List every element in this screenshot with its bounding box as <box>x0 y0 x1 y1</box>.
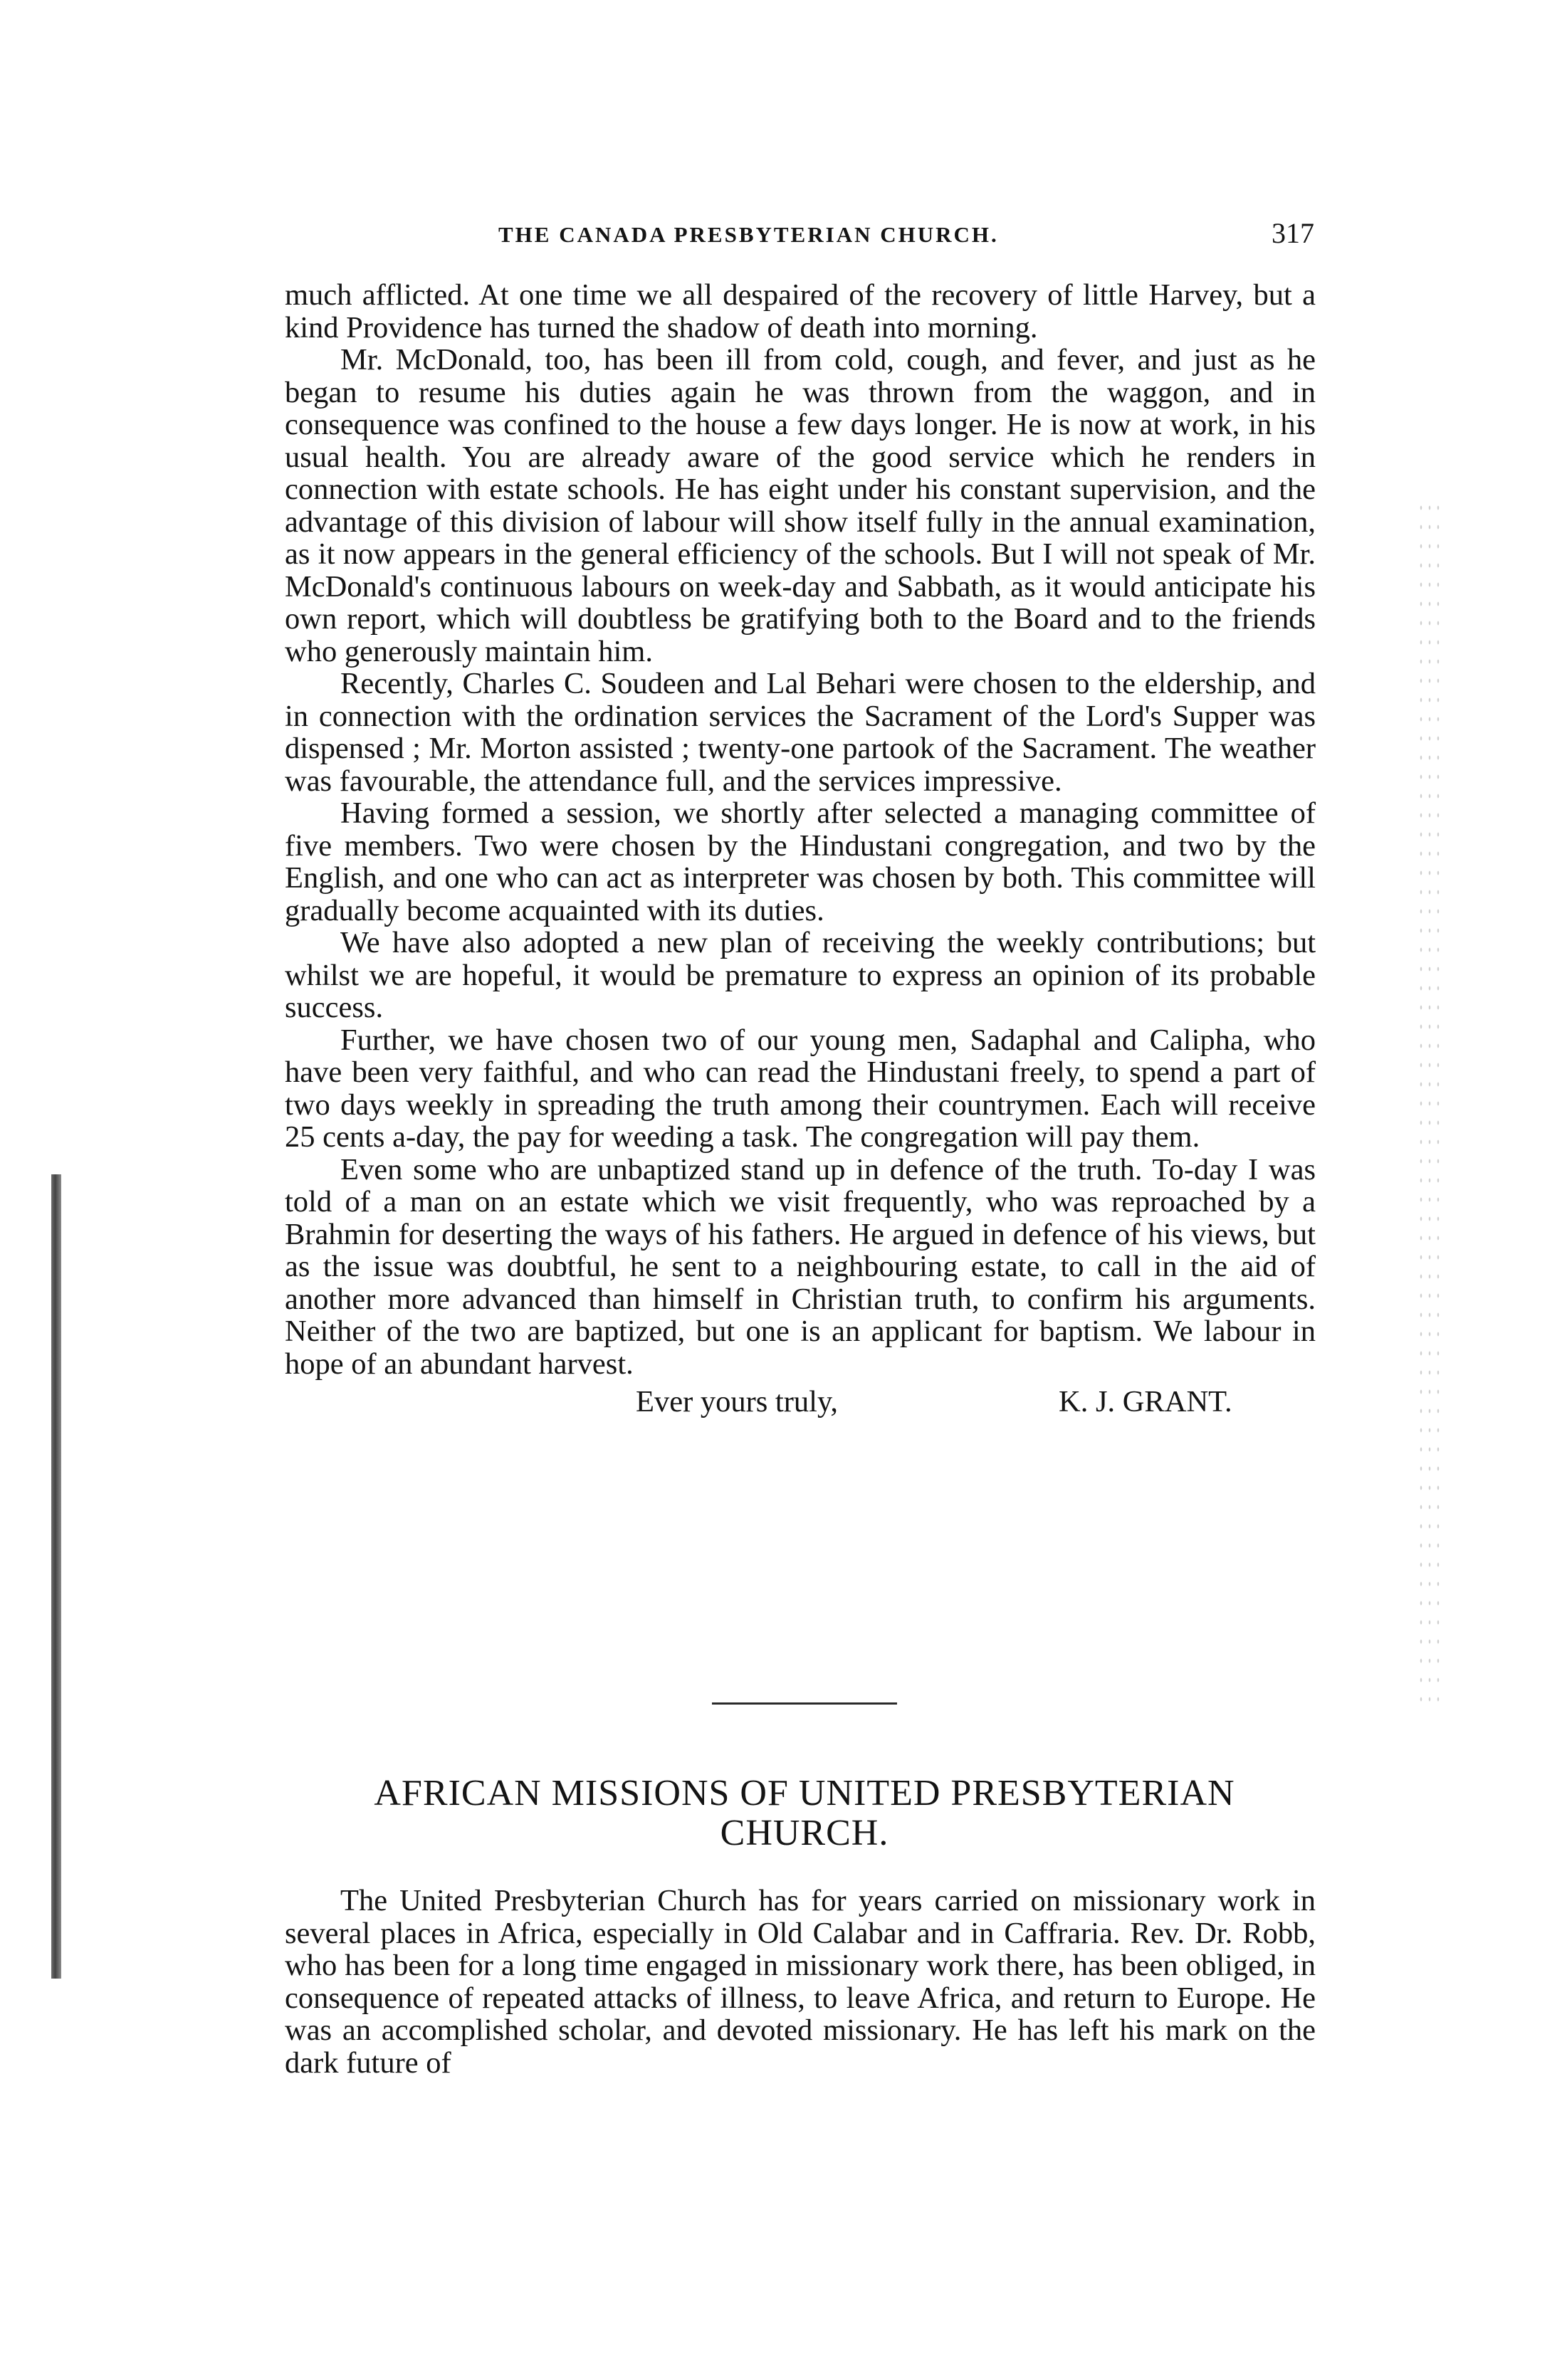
section-heading-line: AFRICAN MISSIONS OF UNITED PRESBYTERIAN <box>374 1773 1235 1813</box>
letter-paragraph: We have also adopted a new plan of receiving the weekly contributions; but whilst we are hopeful, it would be premature to express an opinion of its probable success. <box>285 926 1316 1024</box>
running-title: THE CANADA PRESBYTERIAN CHURCH. <box>498 222 999 247</box>
letter-paragraph: Having formed a session, we shortly after selected a managing committee of five members. Two were chosen by the Hindustani congregation, and two by the English, and one who can act as interpreter was chosen by both. This committee will gradually become acquainted with its duties. <box>285 796 1316 927</box>
scan-binding-edge <box>51 1174 61 1979</box>
letter-paragraph: Further, we have chosen two of our young men, Sadaphal and Calipha, who have been very faithful, and who can read the Hindustani freely, to spend a part of two days weekly in spreading the truth among their countrymen. Each will receive 25 cents a-day, the pay for weeding a task. The congregation will pay them. <box>285 1023 1316 1154</box>
section-divider <box>712 1702 897 1705</box>
letter-paragraph: Even some who are unbaptized stand up in defence of the truth. To-day I was told of a man on an estate which we visit frequently, who was reproached by a Brahmin for deserting the ways of his fathers. He argued in defence of his views, but as the issue was doubtful, he sent to a neighbouring estate, to call in the aid of another more advanced than himself in Christian truth, to confirm his arguments. Neither of the two are baptized, but one is an applicant for baptism. We labour in hope of an abundant harvest. <box>285 1152 1316 1381</box>
letter-closing: Ever yours truly, <box>636 1385 839 1418</box>
section-heading <box>271 1774 1338 1853</box>
letter-body <box>285 279 1316 1421</box>
section-body <box>285 1885 1316 2079</box>
letter-paragraph: much afflicted. At one time we all despaired of the recovery of little Harvey, but a kind Providence has turned the shadow of death into morning. <box>285 278 1316 344</box>
scan-speckle <box>1417 498 1445 1708</box>
letter-signoff <box>285 1384 1316 1421</box>
letter-paragraph: Recently, Charles C. Soudeen and Lal Behari were chosen to the eldership, and in connection with the ordination services the Sacrament of the Lord's Supper was dispensed ; Mr. Morton assisted ; twenty-one partook of the Sacrament. The weather was favourable, the attendance full, and the services impressive. <box>285 667 1316 798</box>
letter-signature: K. J. GRANT. <box>1059 1385 1232 1418</box>
section-paragraph: The United Presbyterian Church has for years carried on missionary work in several places in Africa, especially in Old Calabar and in Caffraria. Rev. Dr. Robb, who has been for a long time engaged in missionary work there, has been obliged, in consequence of repeated attacks of illness, to leave Africa, and return to Europe. He was an accomplished scholar, and devoted missionary. He has left his mark on the dark future of <box>285 1884 1316 2080</box>
running-head <box>285 217 1338 265</box>
letter-paragraph: Mr. McDonald, too, has been ill from cold, cough, and fever, and just as he began to resume his duties again he was thrown from the waggon, and in consequence was confined to the house a few days longer. He is now at work, in his usual health. You are already aware of the good service which he renders in connection with estate schools. He has eight under his constant supervision, and the advantage of this division of labour will show itself fully in the annual examination, as it now appears in the general efficiency of the schools. But I will not speak of Mr. McDonald's continuous labours on week-day and Sabbath, as it would anticipate his own report, which will doubtless be gratifying both to the Board and to the friends who generously maintain him. <box>285 343 1316 668</box>
section-heading-line: CHURCH. <box>720 1813 889 1853</box>
page-number: 317 <box>1272 217 1314 249</box>
